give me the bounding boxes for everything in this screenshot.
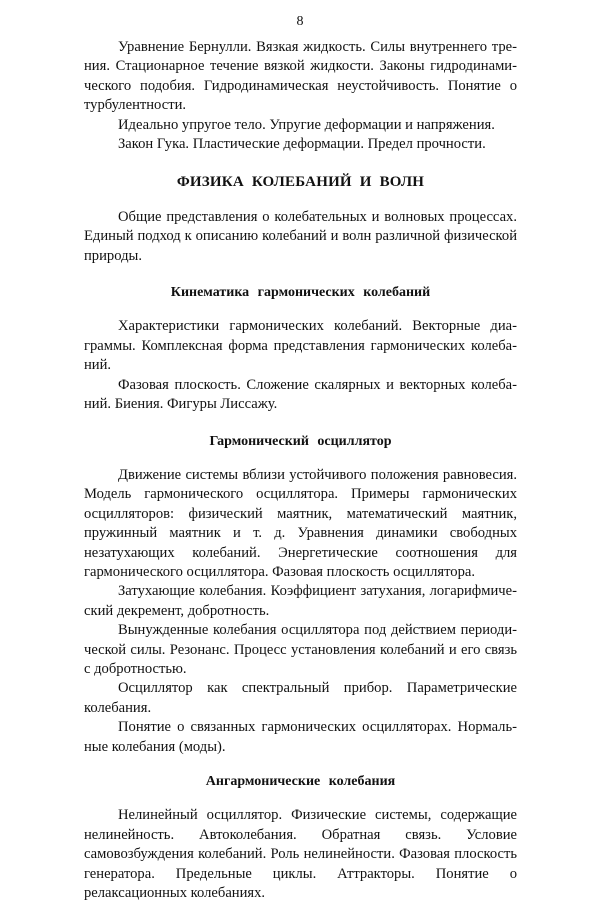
intro-paragraph: Уравнение Бернулли. Вязкая жидкость. Силы внутреннего трения. Стационарное течение вязкой жидкости. Законы гидродинамического подобия. Гидродинамическая неустойчивость. Понятие о турбулентности. (84, 39, 517, 114)
subsection-paragraph: Фазовая плоскость. Сложение скалярных и векторных колебаний. Биения. Фигуры Лиссажу. (84, 376, 517, 413)
subsection-paragraph: Движение системы вблизи устойчивого положения равновесия. Модель гармонического осциллятора. Примеры гармонических осцилляторов: физический маятник, математический маятник, пружинный маятник и т. д. Уравнения динамики свободных незатухающих колебаний. Энергетические соотношения для гармонического осциллятора. Фазовая плоскость осциллятора. (84, 466, 517, 580)
subsection-title-kinematics: Кинематика гармонических колебаний (170, 285, 431, 301)
intro-paragraph: Закон Гука. Пластические деформации. Предел прочности. (118, 136, 486, 153)
subsection-paragraph: Характеристики гармонических колебаний. Векторные диаграммы. Комплексная форма представления гармонических колебаний. (84, 318, 517, 374)
subsection-paragraph: Затухающие колебания. Коэффициент затухания, логарифмический декремент, добротность. (84, 583, 517, 619)
section-title: ФИЗИКА КОЛЕБАНИЙ И ВОЛН (176, 174, 425, 191)
subsection-paragraph: Нелинейный осциллятор. Физические системы, содержащие нелинейность. Автоколебания. Обратная связь. Условие самовозбуждения колебаний. Роль нелинейности. Фазовая плоскость генератора. Предельные циклы. Аттракторы. Понятие о релаксационных колебаниях. (84, 807, 517, 902)
intro-paragraph: Идеально упругое тело. Упругие деформации и напряжения. (118, 116, 495, 133)
subsection-paragraph: Осциллятор как спектральный прибор. Параметрические колебания. (84, 680, 517, 716)
page-number: 8 (296, 14, 304, 29)
subsection-title-oscillator: Гармонический осциллятор (209, 433, 392, 449)
page-content (84, 38, 517, 903)
subsection-title-anharmonic: Ангармонические колебания (205, 774, 396, 789)
section-intro-paragraph: Общие представления о колебательных и волновых процессах. Единый подход к описанию колебаний и волн различной физической природы. (84, 208, 517, 264)
subsection-paragraph: Понятие о связанных гармонических осцилляторах. Нормальные колебания (моды). (84, 719, 517, 755)
subsection-paragraph: Вынужденные колебания осциллятора под действием периодической силы. Резонанс. Процесс установления колебаний и его связь с добротностью. (84, 622, 517, 677)
